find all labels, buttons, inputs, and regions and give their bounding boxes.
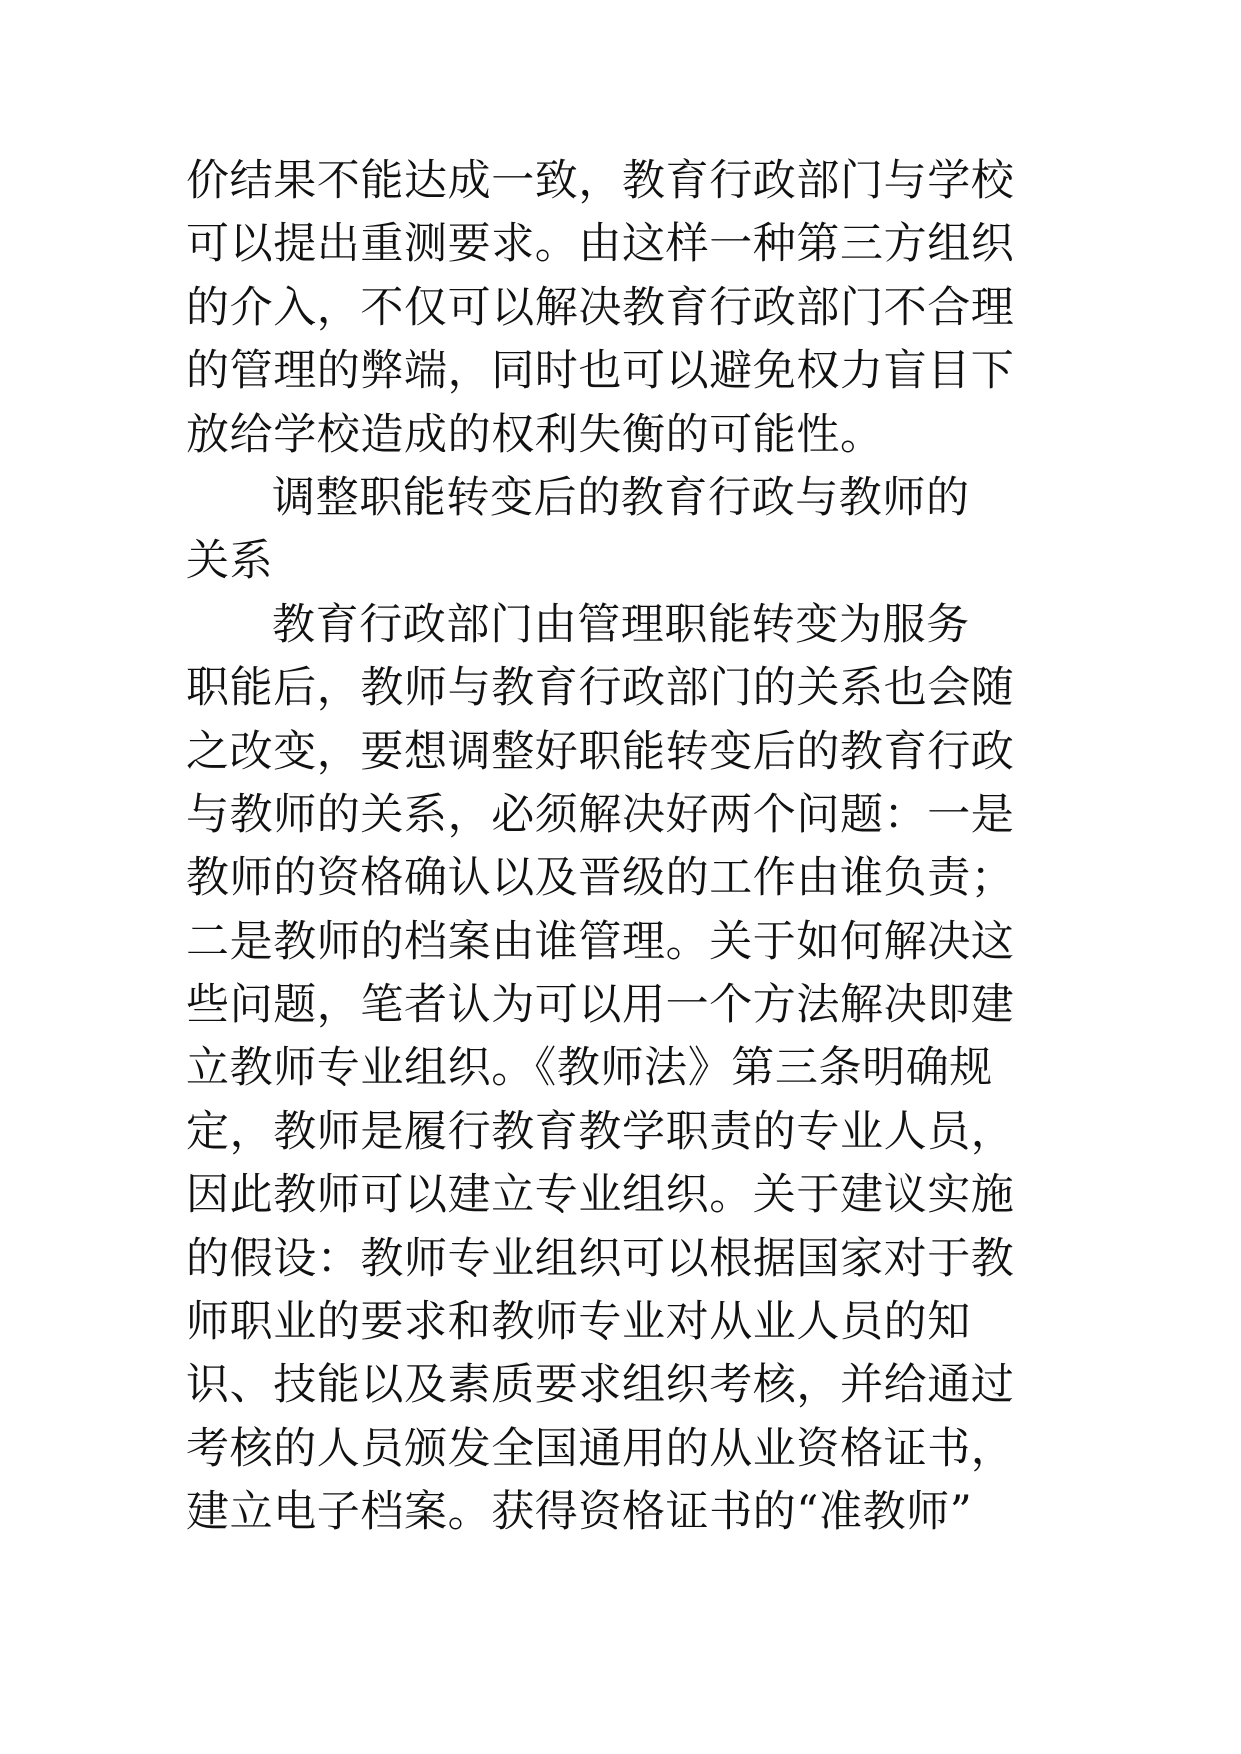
section-heading-line: 调整职能转变后的教育行政与教师的 xyxy=(272,472,970,523)
text-line: 之改变，要想调整好职能转变后的教育行政 xyxy=(186,726,1015,777)
text-line: 职能后，教师与教育行政部门的关系也会随 xyxy=(186,663,1015,714)
text-line: 放给学校造成的权利失衡的可能性。 xyxy=(186,409,884,460)
text-line: 教育行政部门由管理职能转变为服务 xyxy=(272,599,970,650)
text-line: 可以提出重测要求。由这样一种第三方组织 xyxy=(186,219,1015,270)
text-line: 定，教师是履行教育教学职责的专业人员， xyxy=(186,1106,1015,1157)
text-line: 因此教师可以建立专业组织。关于建议实施 xyxy=(186,1170,1015,1221)
text-line: 教师的资格确认以及晋级的工作由谁负责； xyxy=(186,853,1015,904)
section-heading-line: 关系 xyxy=(186,536,274,587)
text-line: 些问题，笔者认为可以用一个方法解决即建 xyxy=(186,980,1015,1031)
text-line: 识、技能以及素质要求组织考核，并给通过 xyxy=(186,1360,1015,1411)
text-line: 立教师专业组织。《教师法》第三条明确规 xyxy=(186,1043,993,1094)
text-line: 二是教师的档案由谁管理。关于如何解决这 xyxy=(186,916,1015,967)
text-line: 的介入，不仅可以解决教育行政部门不合理 xyxy=(186,282,1015,333)
text-line: 考核的人员颁发全国通用的从业资格证书， xyxy=(186,1423,1015,1474)
text-line: 的假设：教师专业组织可以根据国家对于教 xyxy=(186,1233,1015,1284)
text-line: 与教师的关系，必须解决好两个问题：一是 xyxy=(186,789,1015,840)
text-line: 价结果不能达成一致，教育行政部门与学校 xyxy=(186,156,1015,206)
text-line: 师职业的要求和教师专业对从业人员的知 xyxy=(186,1297,971,1348)
body-text xyxy=(186,150,1066,1545)
text-line: 的管理的弊端，同时也可以避免权力盲目下 xyxy=(186,346,1015,397)
text-line: 建立电子档案。获得资格证书的“准教师” xyxy=(186,1487,973,1538)
